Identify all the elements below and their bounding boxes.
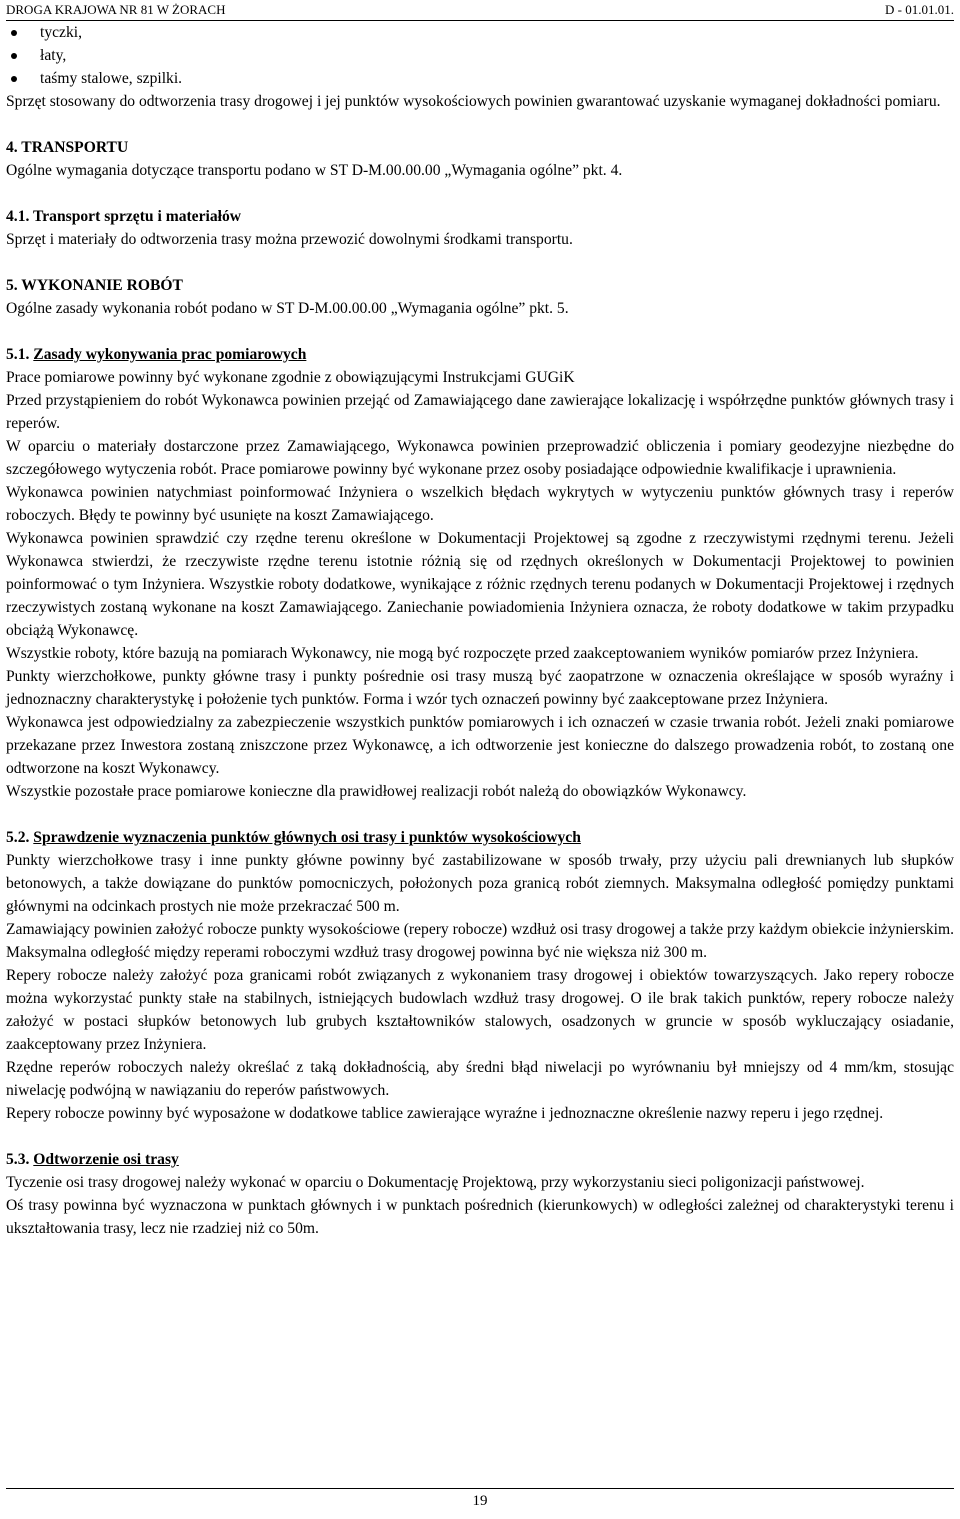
- subsection-number: 5.3.: [6, 1151, 30, 1168]
- paragraph: Punkty wierzchołkowe, punkty główne trasy i punkty pośrednie osi trasy muszą być zaopatrzone w oznaczenia określające w sposób wyraźny i jednoznaczny charakterystykę i położenie tych punktów. Forma i wzór tych oznaczeń powinny być zaakceptowane przez Inżyniera.: [6, 668, 954, 708]
- paragraph: Rzędne reperów roboczych należy określać z taką dokładnością, aby średni błąd niwelacji po wyrównaniu był mniejszy od 4 mm/km, stosując niwelację podwójną w nawiązaniu do reperów państwowych.: [6, 1059, 954, 1099]
- subsection-title: Zasady wykonywania prac pomiarowych: [33, 346, 307, 363]
- subsection-number: 4.1.: [6, 208, 30, 225]
- subsection-number: 5.2.: [6, 829, 30, 846]
- subsection-heading-5-1: [6, 343, 954, 366]
- list-item: łaty,: [6, 44, 954, 67]
- paragraph: Sprzęt stosowany do odtworzenia trasy drogowej i jej punktów wysokościowych powinien gwarantować uzyskanie wymaganej dokładności pomiaru.: [6, 93, 941, 110]
- paragraph: Przed przystąpieniem do robót Wykonawca powinien przejąć od Zamawiającego dane zawierające lokalizację i współrzędne punktów głównych trasy i reperów.: [6, 392, 954, 432]
- paragraph: Repery robocze należy założyć poza granicami robót związanych z wykonaniem trasy drogowej i obiektów towarzyszących. Jako repery robocze można wykorzystać punkty stałe na stabilnych, istniejących budowlach wzdłuż trasy drogowej. O ile brak takich punktów, repery robocze należy założyć w postaci słupków betonowych lub grubych kształtowników stalowych, osadzonych w gruncie w sposób wykluczający osiadanie, zaakceptowany przez Inżyniera.: [6, 967, 954, 1053]
- paragraph: Tyczenie osi trasy drogowej należy wykonać w oparciu o Dokumentację Projektową, przy wykorzystaniu sieci poligonizacji państwowej.: [6, 1174, 865, 1191]
- paragraph: Oś trasy powinna być wyznaczona w punktach głównych i w punktach pośrednich (kierunkowych) w odległości zależnej od charakterystyki terenu i ukształtowania trasy, lecz nie rzadziej niż co 50m.: [6, 1197, 954, 1237]
- subsection-heading-4-1: [6, 205, 954, 228]
- paragraph: Wykonawca powinien natychmiast poinformować Inżyniera o wszelkich błędach wykrytych w wytyczeniu punktów głównych trasy i reperów roboczych. Błędy te powinny być usunięte na koszt Zamawiającego.: [6, 484, 954, 524]
- paragraph: Prace pomiarowe powinny być wykonane zgodnie z obowiązującymi Instrukcjami GUGiK: [6, 369, 575, 386]
- paragraph: Zamawiający powinien założyć robocze punkty wysokościowe (repery robocze) wzdłuż osi trasy drogowej a także przy każdym obiekcie inżynierskim. Maksymalna odległość między reperami roboczymi wzdłuż trasy drogowej powinna być nie większa niż 300 m.: [6, 921, 954, 961]
- page-footer: [6, 1488, 954, 1510]
- paragraph: Ogólne wymagania dotyczące transportu podano w ST D-M.00.00.00 „Wymagania ogólne” pkt. 4.: [6, 162, 623, 179]
- paragraph: W oparciu o materiały dostarczone przez Zamawiającego, Wykonawca powinien przeprowadzić obliczenia i pomiary geodezyjne niezbędne do szczegółowego wytyczenia robót. Prace pomiarowe powinny być wykonane przez osoby posiadające odpowiednie kwalifikacje i uprawnienia.: [6, 438, 954, 478]
- paragraph: Wykonawca jest odpowiedzialny za zabezpieczenie wszystkich punktów pomiarowych i ich oznaczeń w czasie trwania robót. Jeżeli znaki pomiarowe przekazane przez Inwestora zostaną zniszczone przez Wykonawcę, a ich odtworzenie jest konieczne do dalszego prowadzenia robót, to zostaną one odtworzone na koszt Wykonawcy.: [6, 714, 954, 777]
- header-spec-code: D - 01.01.01.: [885, 2, 954, 17]
- paragraph: Repery robocze powinny być wyposażone w dodatkowe tablice zawierające wyraźne i jednoznaczne określenie nazwy reperu i jego rzędnej.: [6, 1105, 884, 1122]
- equipment-list: [6, 21, 954, 90]
- list-item: taśmy stalowe, szpilki.: [6, 67, 954, 90]
- subsection-number: 5.1.: [6, 346, 30, 363]
- section-heading-4: 4. TRANSPORTU: [6, 139, 129, 156]
- paragraph: Ogólne zasady wykonania robót podano w ST D-M.00.00.00 „Wymagania ogólne” pkt. 5.: [6, 300, 569, 317]
- subsection-heading-5-3: [6, 1148, 954, 1171]
- header-document-title: DROGA KRAJOWA NR 81 W ŻORACH: [6, 2, 226, 17]
- paragraph: Punkty wierzchołkowe trasy i inne punkty główne powinny być zastabilizowane w sposób trwały, przy użyciu pali drewnianych lub słupków betonowych, a także dowiązane do punktów pomocniczych, położonych poza granicą robót ziemnych. Maksymalna odległość pomiędzy punktami głównymi na odcinkach prostych nie może przekraczać 500 m.: [6, 852, 954, 915]
- list-item: tyczki,: [6, 21, 954, 44]
- subsection-title: Odtworzenie osi trasy: [33, 1151, 179, 1168]
- paragraph: Wszystkie roboty, które bazują na pomiarach Wykonawcy, nie mogą być rozpoczęte przed zaakceptowaniem wyników pomiarów przez Inżyniera.: [6, 645, 919, 662]
- paragraph: Wszystkie pozostałe prace pomiarowe konieczne dla prawidłowej realizacji robót należą do obowiązków Wykonawcy.: [6, 783, 747, 800]
- paragraph: Sprzęt i materiały do odtworzenia trasy można przewozić dowolnymi środkami transportu.: [6, 231, 573, 248]
- subsection-heading-5-2: [6, 826, 954, 849]
- page-header: [6, 0, 954, 21]
- page-number: 19: [472, 1493, 488, 1509]
- subsection-title: Sprawdzenie wyznaczenia punktów głównych osi trasy i punktów wysokościowych: [33, 829, 581, 846]
- paragraph: Wykonawca powinien sprawdzić czy rzędne terenu określone w Dokumentacji Projektowej są zgodne z rzeczywistymi rzędnymi terenu. Jeżeli Wykonawca stwierdzi, że rzeczywiste rzędne terenu istotnie różnią się od rzędnych określonych w Dokumentacji Projektowej to powinien poinformować o tym Inżyniera. Wszystkie roboty dodatkowe, wynikające z różnic rzędnych terenu podanych w Dokumentacji Projektowej i rzędnych rzeczywistych zostaną wykonane na koszt Zamawiającego. Zaniechanie powiadomienia Inżyniera oznacza, że roboty dodatkowe w takim przypadku obciążą Wykonawcę.: [6, 530, 954, 639]
- subsection-title: Transport sprzętu i materiałów: [33, 208, 242, 225]
- section-heading-5: 5. WYKONANIE ROBÓT: [6, 277, 183, 294]
- document-body: [6, 21, 954, 1240]
